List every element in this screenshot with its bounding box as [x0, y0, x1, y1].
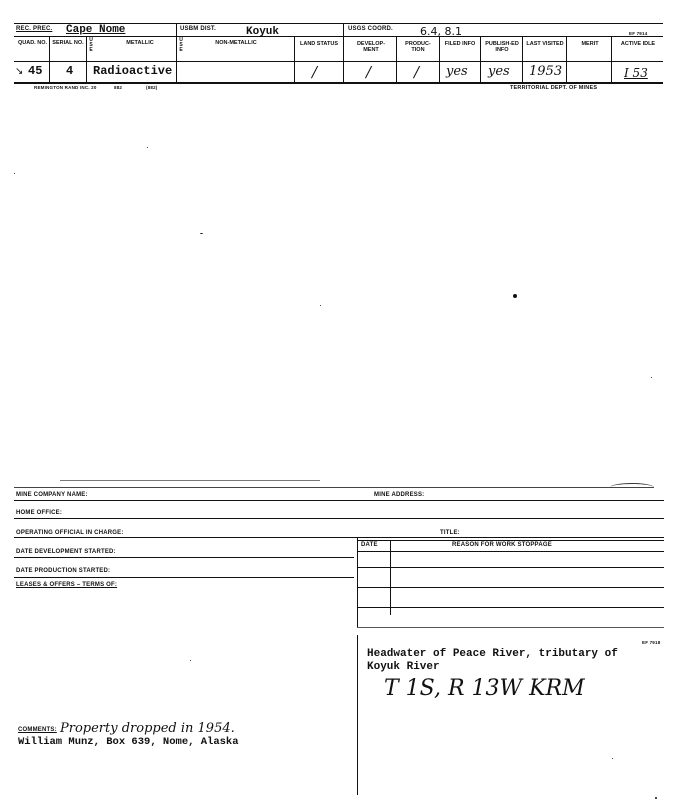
mine-address-label: MINE ADDRESS:	[374, 492, 425, 498]
divider	[611, 36, 612, 82]
col-active-idle: ACTIVE IDLE	[620, 41, 656, 47]
location-line-1: Headwater of Peace River, tributary of	[367, 648, 618, 660]
divider	[294, 36, 295, 82]
rule	[357, 567, 664, 568]
comments-label: COMMENTS:	[18, 727, 57, 733]
scan-speck	[200, 233, 203, 234]
col-published-info: PUBLISH-ED INFO	[485, 41, 519, 53]
col-land-status: LAND STATUS	[300, 41, 338, 47]
printer-number: 882	[114, 85, 123, 90]
mine-company-label: MINE COMPANY NAME:	[16, 492, 88, 498]
divider	[566, 36, 567, 82]
torn-edge	[610, 483, 654, 492]
row-marker: ↘	[15, 66, 24, 77]
last-visited-value: 1953	[529, 64, 563, 79]
land-status-value: /	[312, 63, 318, 81]
serial-value: 4	[66, 64, 74, 78]
title-label: TITLE:	[440, 530, 460, 536]
prod-started-label: DATE PRODUCTION STARTED:	[16, 568, 111, 574]
home-office-label: HOME OFFICE:	[16, 510, 63, 516]
published-info-value: yes	[488, 64, 510, 79]
scan-speck	[612, 758, 613, 759]
production-value: /	[414, 63, 420, 81]
col-merit: MERIT	[581, 41, 599, 47]
scan-speck	[655, 797, 657, 799]
divider	[176, 23, 177, 82]
rule	[14, 518, 664, 519]
rule	[357, 540, 664, 541]
dev-started-label: DATE DEVELOPMENT STARTED:	[16, 549, 116, 555]
divider	[396, 36, 397, 82]
usbm-dist-label: USBM DIST.	[180, 26, 217, 32]
rule	[14, 557, 354, 558]
printer-credit: REMINGTON RAND INC. 20	[34, 85, 97, 90]
scan-speck	[320, 305, 321, 306]
location-line-2: Koyuk River	[367, 661, 440, 673]
col-quad-no: QUAD. NO.	[17, 40, 48, 46]
scan-speck	[651, 377, 652, 378]
divider	[343, 23, 344, 82]
divider	[357, 635, 358, 795]
comments-typed: William Munz, Box 639, Nome, Alaska	[18, 736, 239, 748]
metallic-value: Radioactive	[93, 64, 173, 78]
township-range: T 1S, R 13W KRM	[384, 676, 585, 701]
rule	[14, 82, 663, 84]
small-form-number: EF 7918	[642, 640, 661, 645]
rule	[357, 627, 664, 628]
col-non-metallic: NON-METALLIC	[215, 40, 257, 46]
divider	[522, 36, 523, 82]
form-number: EF 7914	[629, 31, 648, 36]
rule	[60, 480, 320, 481]
department-name: TERRITORIAL DEPT. OF MINES	[510, 85, 598, 91]
col-last-visited: LAST VISITED	[526, 41, 564, 47]
comments-handwritten: Property dropped in 1954.	[60, 721, 235, 736]
rule	[14, 537, 664, 538]
development-value: /	[366, 63, 372, 81]
rule	[14, 500, 664, 501]
col-development: DEVELOP-MENT	[356, 41, 386, 53]
rule	[14, 487, 654, 488]
divider	[480, 36, 481, 82]
scan-speck	[14, 173, 15, 174]
usgs-coord-label: USGS COORD.	[348, 26, 393, 32]
usgs-coord-value: 6.4, 8.1	[420, 25, 462, 38]
printer-number-alt: (882)	[146, 85, 158, 90]
active-idle-value: I 53	[624, 66, 648, 80]
operating-official-label: OPERATING OFFICIAL IN CHARGE:	[16, 530, 124, 536]
filed-info-value: yes	[446, 64, 468, 79]
date-header: DATE	[361, 542, 378, 548]
col-use-right: U S E	[179, 37, 183, 53]
col-metallic: METALLIC	[126, 40, 154, 46]
col-filed-info: FILED INFO	[444, 41, 476, 47]
col-serial-no: SERIAL NO.	[52, 40, 84, 46]
rule	[357, 587, 664, 588]
rec-prec-label: REC. PREC.	[16, 26, 53, 32]
divider	[86, 36, 87, 82]
rec-prec-value: Cape Nome	[66, 24, 126, 36]
leases-label: LEASES & OFFERS – TERMS OF:	[16, 582, 118, 588]
divider	[390, 540, 391, 615]
scan-speck	[190, 660, 191, 661]
usbm-dist-value: Koyuk	[246, 26, 280, 38]
reason-header: REASON FOR WORK STOPPAGE	[452, 542, 552, 548]
rule	[357, 607, 664, 608]
divider	[357, 537, 358, 627]
rule	[14, 577, 354, 578]
col-production: PRODUC-TION	[405, 41, 431, 53]
col-use-left: U S E	[89, 37, 93, 53]
rule	[357, 551, 664, 552]
scan-speck	[147, 147, 148, 148]
quad-value: 45	[28, 64, 43, 78]
divider	[439, 36, 440, 82]
scan-speck	[513, 294, 517, 298]
